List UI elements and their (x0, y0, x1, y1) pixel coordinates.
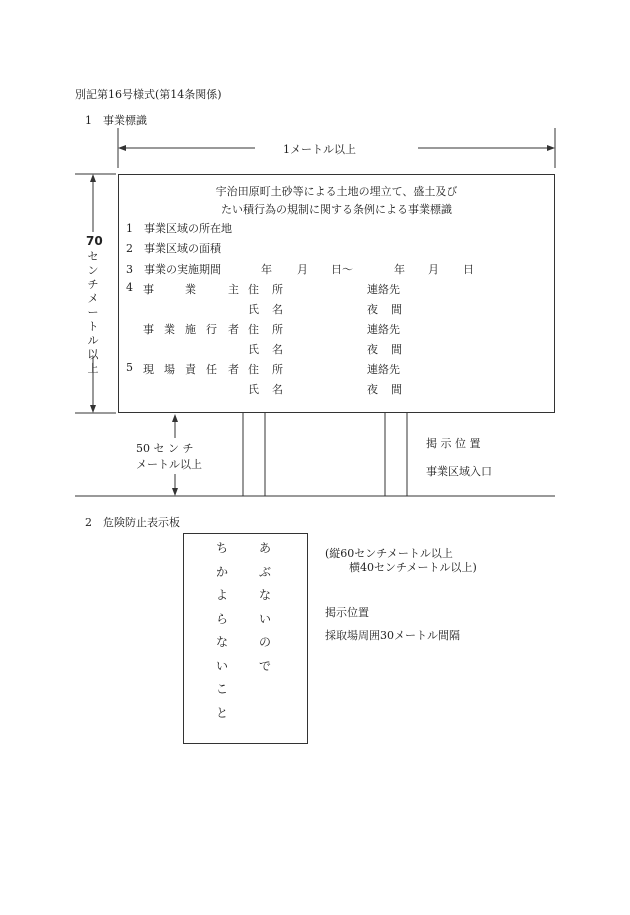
row-location: 1 事業区域の所在地 (126, 222, 232, 235)
contractor-name-label-2: 名 (272, 343, 283, 356)
period-start-month: 月 (297, 263, 308, 276)
owner-name-label-2: 名 (272, 303, 283, 316)
danger-sign-board (183, 533, 308, 744)
section-2-heading: 2 危険防止表示板 (85, 516, 180, 529)
sign-size-note-line2: 横40センチメートル以上) (349, 561, 477, 574)
sign-position-value: 採取場周囲30メートル間隔 (325, 629, 460, 642)
contractor-label-1: 事 (143, 323, 154, 336)
contractor-label-5: 者 (228, 323, 239, 336)
section-1-heading: 1 事業標識 (85, 114, 147, 127)
contractor-label-3: 施 (185, 323, 196, 336)
owner-name-label-1: 氏 (248, 303, 259, 316)
danger-sign-left-column: ち か よ ら な い こ と (215, 541, 228, 720)
row-area: 2 事業区域の面積 (126, 242, 221, 255)
row-owner-number: 4 (126, 281, 133, 294)
contractor-address-label-2: 所 (272, 323, 283, 336)
height-dimension-label: セ ン チ メ ー ト ル 以 上 (87, 250, 99, 375)
supervisor-label-1: 現 (143, 363, 154, 376)
sign-position-label: 掲示位置 (325, 606, 369, 619)
board-heading-line2: たい積行為の規制に関する条例による事業標識 (221, 203, 452, 216)
row-period: 3 事業の実施期間 (126, 263, 221, 276)
contractor-night-label-2: 間 (391, 343, 402, 356)
owner-night-label-2: 間 (391, 303, 402, 316)
contractor-address-label-1: 住 (248, 323, 259, 336)
row-owner-label-3: 主 (228, 283, 239, 296)
width-dimension-label: 1メートル以上 (283, 143, 356, 156)
contractor-night-label-1: 夜 (367, 343, 378, 356)
owner-address-label-1: 住 (248, 283, 259, 296)
clearance-label-line1: 50 セ ン チ (136, 442, 194, 455)
supervisor-label-3: 責 (185, 363, 196, 376)
contractor-contact-label: 連絡先 (367, 323, 400, 336)
danger-sign-right-column: あ ぶ な い の で (258, 541, 271, 673)
supervisor-address-label-1: 住 (248, 363, 259, 376)
supervisor-night-label-2: 間 (391, 383, 402, 396)
supervisor-name-label-2: 名 (272, 383, 283, 396)
sign-size-note-line1: (縦60センチメートル以上 (325, 547, 453, 560)
supervisor-night-label-1: 夜 (367, 383, 378, 396)
period-end-day: 日 (463, 263, 474, 276)
row-supervisor-number: 5 (126, 361, 133, 374)
supervisor-label-4: 任 (206, 363, 217, 376)
document-title: 別記第16号様式(第14条関係) (75, 88, 222, 101)
display-position-label: 掲 示 位 置 (426, 437, 481, 450)
period-start-day: 日〜 (331, 263, 353, 276)
display-position-value: 事業区域入口 (426, 465, 492, 478)
supervisor-name-label-1: 氏 (248, 383, 259, 396)
row-owner-label-2: 業 (185, 283, 196, 296)
supervisor-contact-label: 連絡先 (367, 363, 400, 376)
contractor-label-4: 行 (206, 323, 217, 336)
supervisor-address-label-2: 所 (272, 363, 283, 376)
supervisor-label-5: 者 (228, 363, 239, 376)
clearance-label-line2: メートル以上 (136, 458, 202, 471)
owner-night-label-1: 夜 (367, 303, 378, 316)
height-dimension-number: 70 (86, 234, 103, 248)
owner-contact-label: 連絡先 (367, 283, 400, 296)
period-end-month: 月 (428, 263, 439, 276)
row-owner-label-1: 事 (143, 283, 154, 296)
contractor-label-2: 業 (164, 323, 175, 336)
supervisor-label-2: 場 (164, 363, 175, 376)
period-start-year: 年 (261, 263, 272, 276)
period-end-year: 年 (394, 263, 405, 276)
owner-address-label-2: 所 (272, 283, 283, 296)
contractor-name-label-1: 氏 (248, 343, 259, 356)
board-heading-line1: 宇治田原町土砂等による土地の埋立て、盛土及び (215, 185, 458, 198)
